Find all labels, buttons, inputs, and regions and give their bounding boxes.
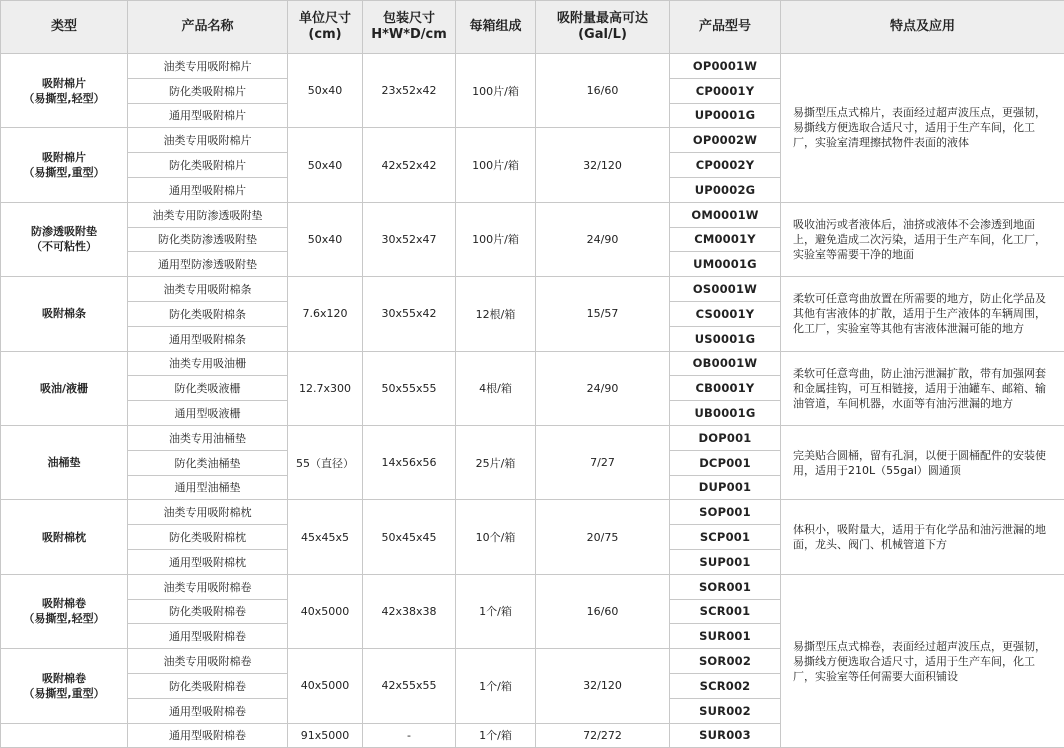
category-cell	[1, 649, 128, 723]
model-number-cell: UB0001G	[670, 401, 781, 426]
product-name-cell: 通用型吸附棉片	[128, 103, 288, 128]
absorb-cell: 32/120	[536, 128, 670, 202]
product-name-cell: 通用型防渗透吸附垫	[128, 252, 288, 277]
absorb-cell: 24/90	[536, 202, 670, 276]
model-number-cell: US0001G	[670, 326, 781, 351]
product-name-cell: 通用型吸液栅	[128, 401, 288, 426]
model-number-cell: UP0002G	[670, 177, 781, 202]
product-name-cell: 防化类吸附棉枕	[128, 525, 288, 550]
table-body	[1, 54, 1064, 748]
pack-cell: 30x55x42	[363, 277, 456, 351]
category-line: 吸附棉片	[42, 76, 86, 90]
category-cell	[1, 574, 128, 648]
model-number-cell: SUR002	[670, 698, 781, 723]
box-cell: 1个/箱	[456, 723, 536, 748]
product-name-cell: 防化类吸附棉片	[128, 78, 288, 103]
box-cell: 100片/箱	[456, 202, 536, 276]
feature-cell: 易撕型压点式棉片，表面经过超声波压点，更强韧，易撕线方便选取合适尺寸，适用于生产车间，化工厂，实验室清理擦拭物件表面的液体	[781, 54, 1064, 203]
product-name-cell: 通用型吸附棉枕	[128, 549, 288, 574]
header-model-number: 产品型号	[670, 1, 781, 54]
category-line: 吸附棉枕	[42, 530, 86, 544]
model-number-cell: DCP001	[670, 450, 781, 475]
table-row	[1, 351, 1064, 376]
category-cell	[1, 500, 128, 574]
model-number-cell: DUP001	[670, 475, 781, 500]
absorb-cell: 72/272	[536, 723, 670, 748]
category-line: 油桶垫	[47, 456, 81, 470]
size-cell: 45x45x5	[288, 500, 363, 574]
table-header-row	[1, 1, 1064, 54]
product-name-cell: 油类专用吸附棉条	[128, 277, 288, 302]
header-unit-size: 单位尺寸 (cm)	[288, 1, 363, 54]
product-name-cell: 油类专用吸附棉卷	[128, 649, 288, 674]
box-cell: 1个/箱	[456, 574, 536, 648]
category-cell-empty	[1, 723, 128, 748]
category-line: 吸附棉条	[42, 307, 86, 321]
size-cell: 40x5000	[288, 649, 363, 723]
absorb-cell: 24/90	[536, 351, 670, 425]
category-line: （易撕型,轻型）	[23, 91, 105, 105]
table-row	[1, 202, 1064, 227]
model-number-cell: SCR001	[670, 599, 781, 624]
box-cell: 25片/箱	[456, 425, 536, 499]
header-features: 特点及应用	[781, 1, 1064, 54]
model-number-cell: DOP001	[670, 425, 781, 450]
pack-cell: 50x45x45	[363, 500, 456, 574]
product-name-cell: 防化类吸液栅	[128, 376, 288, 401]
model-number-cell: UP0001G	[670, 103, 781, 128]
product-name-cell: 油类专用油桶垫	[128, 425, 288, 450]
feature-cell: 柔软可任意弯曲，防止油污泄漏扩散，带有加强网套和金属挂钩，可互相链接，适用于油罐车、邮箱、输油管道，车间机器，水面等有油污泄漏的地方	[781, 351, 1064, 425]
table-row	[1, 425, 1064, 450]
feature-cell: 完美贴合圆桶，留有孔洞，以便于圆桶配件的安装使用，适用于210L（55gal）圆通顶	[781, 425, 1064, 499]
model-number-cell: OM0001W	[670, 202, 781, 227]
size-cell: 50x40	[288, 128, 363, 202]
pack-cell: 23x52x42	[363, 54, 456, 128]
box-cell: 100片/箱	[456, 128, 536, 202]
absorb-cell: 15/57	[536, 277, 670, 351]
model-number-cell: SUR001	[670, 624, 781, 649]
product-name-cell: 油类专用吸附棉枕	[128, 500, 288, 525]
product-name-cell: 通用型吸附棉片	[128, 177, 288, 202]
category-line: （易撕型,轻型）	[23, 612, 105, 626]
product-name-cell: 油类专用吸附棉卷	[128, 574, 288, 599]
model-number-cell: CS0001Y	[670, 301, 781, 326]
product-name-cell: 防化类防渗透吸附垫	[128, 227, 288, 252]
category-cell	[1, 202, 128, 276]
feature-cell: 易撕型压点式棉卷，表面经过超声波压点，更强韧，易撕线方便选取合适尺寸，适用于生产车间，化工厂，实验室等任何需要大面积铺设	[781, 574, 1064, 748]
header-absorb-capacity: 吸附量最高可达 (Gal/L)	[536, 1, 670, 54]
product-name-cell: 通用型吸附棉卷	[128, 723, 288, 748]
category-line: 吸附棉片	[42, 151, 86, 165]
absorb-cell: 16/60	[536, 54, 670, 128]
pack-cell: 42x38x38	[363, 574, 456, 648]
product-name-cell: 防化类吸附棉条	[128, 301, 288, 326]
model-number-cell: CP0002Y	[670, 153, 781, 178]
model-number-cell: SUR003	[670, 723, 781, 748]
model-number-cell: OP0001W	[670, 54, 781, 79]
model-number-cell: CM0001Y	[670, 227, 781, 252]
absorb-cell: 20/75	[536, 500, 670, 574]
table-row	[1, 500, 1064, 525]
header-type: 类型	[1, 1, 128, 54]
product-name-cell: 油类专用吸附棉片	[128, 128, 288, 153]
model-number-cell: SCR002	[670, 673, 781, 698]
absorb-cell: 32/120	[536, 649, 670, 723]
table-row	[1, 54, 1064, 79]
product-name-cell: 防化类吸附棉卷	[128, 599, 288, 624]
size-cell: 7.6x120	[288, 277, 363, 351]
box-cell: 100片/箱	[456, 54, 536, 128]
size-cell: 50x40	[288, 54, 363, 128]
table-row	[1, 277, 1064, 302]
product-name-cell: 防化类吸附棉片	[128, 153, 288, 178]
category-cell	[1, 128, 128, 202]
product-name-cell: 油类专用防渗透吸附垫	[128, 202, 288, 227]
category-line: 吸油/液栅	[39, 381, 89, 395]
model-number-cell: SOR001	[670, 574, 781, 599]
model-number-cell: CB0001Y	[670, 376, 781, 401]
category-line: 防渗透吸附垫	[31, 225, 97, 239]
feature-cell: 吸收油污或者液体后，油挤或液体不会渗透到地面上，避免造成二次污染，适用于生产车间，化工厂，实验室等需要干净的地面	[781, 202, 1064, 276]
pack-cell: 50x55x55	[363, 351, 456, 425]
category-cell	[1, 425, 128, 499]
category-line: （不可粘性）	[31, 240, 97, 254]
model-number-cell: SCP001	[670, 525, 781, 550]
table-row	[1, 574, 1064, 599]
pack-cell: -	[363, 723, 456, 748]
feature-cell: 体积小，吸附量大，适用于有化学品和油污泄漏的地面，龙头、阀门、机械管道下方	[781, 500, 1064, 574]
category-cell	[1, 277, 128, 351]
model-number-cell: OS0001W	[670, 277, 781, 302]
header-pack-size: 包装尺寸 H*W*D/cm	[363, 1, 456, 54]
size-cell: 55（直径）	[288, 425, 363, 499]
product-name-cell: 油类专用吸附棉片	[128, 54, 288, 79]
product-name-cell: 防化类吸附棉卷	[128, 673, 288, 698]
category-line: （易撕型,重型）	[23, 166, 105, 180]
box-cell: 12根/箱	[456, 277, 536, 351]
model-number-cell: UM0001G	[670, 252, 781, 277]
header-product-name: 产品名称	[128, 1, 288, 54]
model-number-cell: SOR002	[670, 649, 781, 674]
absorb-cell: 7/27	[536, 425, 670, 499]
category-line: 吸附棉卷	[42, 597, 86, 611]
product-name-cell: 通用型油桶垫	[128, 475, 288, 500]
model-number-cell: OB0001W	[670, 351, 781, 376]
box-cell: 1个/箱	[456, 649, 536, 723]
box-cell: 10个/箱	[456, 500, 536, 574]
size-cell: 91x5000	[288, 723, 363, 748]
model-number-cell: OP0002W	[670, 128, 781, 153]
pack-cell: 42x52x42	[363, 128, 456, 202]
product-name-cell: 通用型吸附棉卷	[128, 624, 288, 649]
category-line: 吸附棉卷	[42, 671, 86, 685]
pack-cell: 42x55x55	[363, 649, 456, 723]
model-number-cell: SUP001	[670, 549, 781, 574]
product-name-cell: 油类专用吸油栅	[128, 351, 288, 376]
category-cell	[1, 351, 128, 425]
model-number-cell: CP0001Y	[670, 78, 781, 103]
size-cell: 40x5000	[288, 574, 363, 648]
model-number-cell: SOP001	[670, 500, 781, 525]
product-name-cell: 通用型吸附棉条	[128, 326, 288, 351]
box-cell: 4根/箱	[456, 351, 536, 425]
pack-cell: 14x56x56	[363, 425, 456, 499]
size-cell: 12.7x300	[288, 351, 363, 425]
product-name-cell: 通用型吸附棉卷	[128, 698, 288, 723]
product-name-cell: 防化类油桶垫	[128, 450, 288, 475]
size-cell: 50x40	[288, 202, 363, 276]
absorb-cell: 16/60	[536, 574, 670, 648]
category-cell	[1, 54, 128, 128]
header-box-composition: 每箱组成	[456, 1, 536, 54]
pack-cell: 30x52x47	[363, 202, 456, 276]
feature-cell: 柔软可任意弯曲放置在所需要的地方，防止化学品及其他有害液体的扩散，适用于生产液体的车辆周围，化工厂，实验室等其他有害液体泄漏可能的地方	[781, 277, 1064, 351]
category-line: （易撕型,重型）	[23, 686, 105, 700]
